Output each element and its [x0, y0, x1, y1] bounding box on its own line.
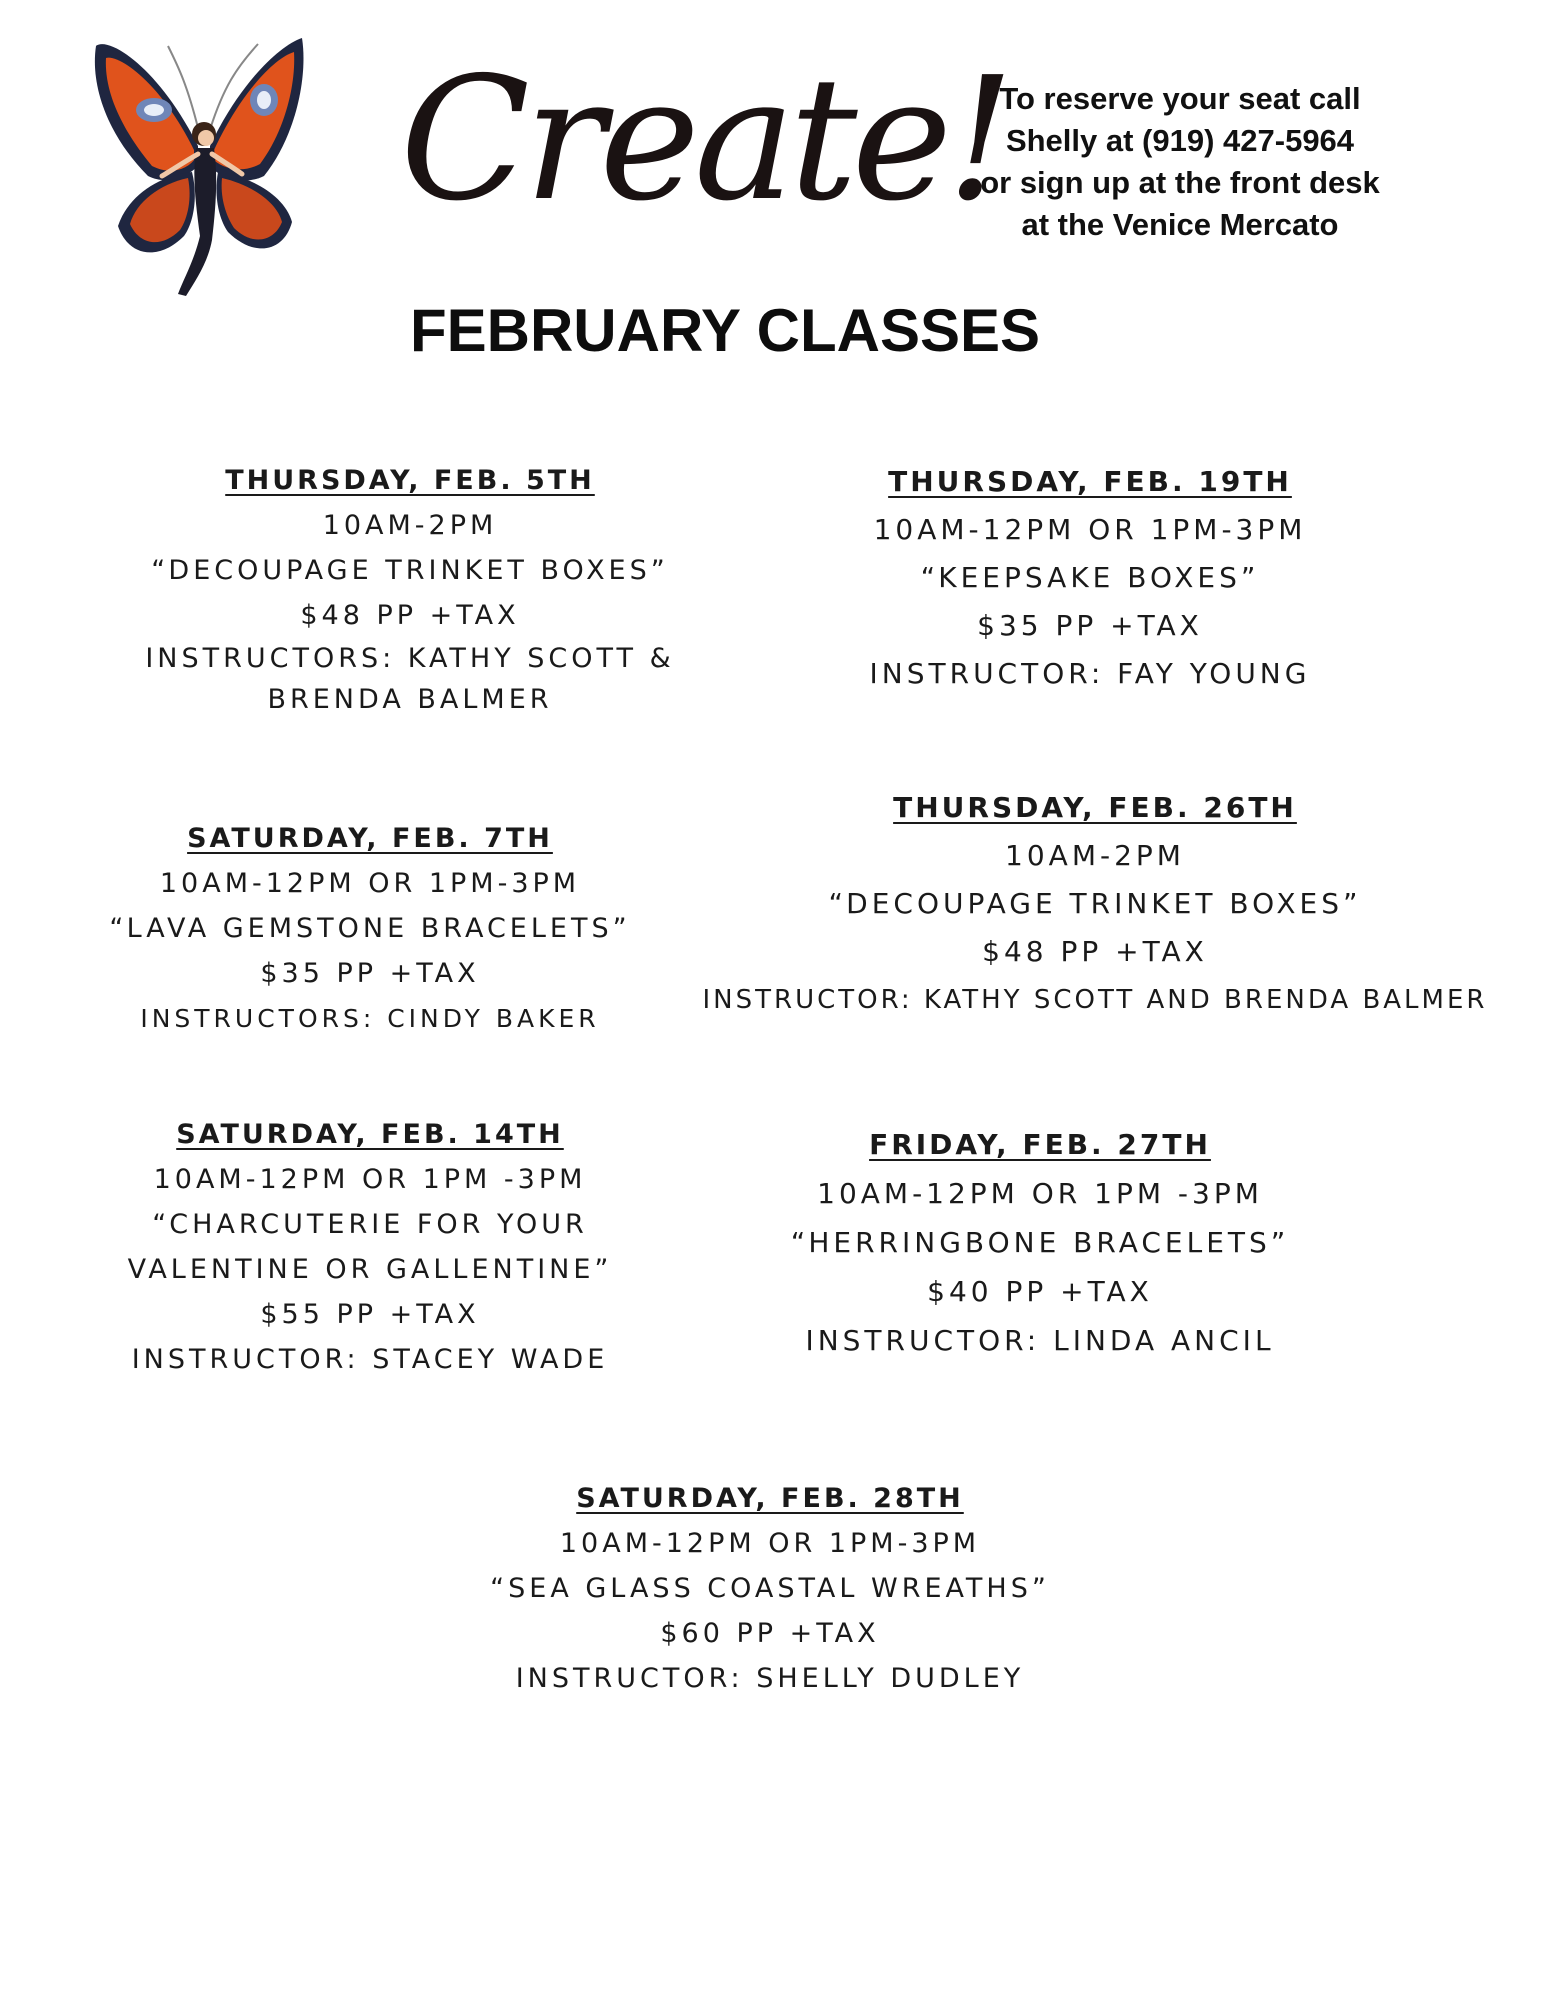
class-price: $48 PP +TAX: [300, 600, 520, 631]
class-instructor: INSTRUCTOR: STACEY WADE: [131, 1344, 609, 1375]
class-time: 10AM-12PM OR 1PM -3PM: [817, 1177, 1263, 1210]
class-time: 10AM-2PM: [1005, 839, 1185, 872]
class-block-feb-7: [90, 816, 650, 1041]
class-price: $48 PP +TAX: [982, 935, 1208, 968]
class-time: 10AM-12PM OR 1PM-3PM: [559, 1528, 981, 1559]
reservation-info: [960, 78, 1400, 246]
reserve-line-3: or sign up at the front desk: [980, 165, 1380, 200]
class-day: SATURDAY, FEB. 7TH: [187, 823, 553, 854]
page-title: FEBRUARY CLASSES: [409, 297, 1041, 364]
class-block-feb-28: [460, 1476, 1080, 1701]
class-price: $35 PP +TAX: [260, 958, 480, 989]
class-day: THURSDAY, FEB. 5TH: [225, 465, 595, 496]
class-instructor: INSTRUCTORS: CINDY BAKER: [140, 1004, 600, 1033]
reserve-line-1: To reserve your seat call: [999, 81, 1361, 116]
class-instructor: INSTRUCTORS: KATHY SCOTT & BRENDA BALMER: [145, 643, 675, 715]
class-time: 10AM-2PM: [322, 510, 498, 541]
class-time: 10AM-12PM OR 1PM -3PM: [153, 1164, 587, 1195]
class-instructor: INSTRUCTOR: LINDA ANCIL: [805, 1324, 1275, 1357]
class-time: 10AM-12PM OR 1PM-3PM: [159, 868, 581, 899]
reserve-line-2: Shelly at (919) 427-5964: [1005, 123, 1355, 158]
class-block-feb-14: [60, 1112, 680, 1382]
class-block-feb-26: [660, 784, 1530, 1024]
class-name: “DECOUPAGE TRINKET BOXES”: [151, 555, 669, 586]
class-name: “CHARCUTERIE FOR YOUR VALENTINE OR GALLENTINE”: [127, 1209, 613, 1285]
class-name: “DECOUPAGE TRINKET BOXES”: [828, 887, 1362, 920]
class-instructor: INSTRUCTOR: SHELLY DUDLEY: [515, 1663, 1025, 1694]
class-block-feb-5: [100, 458, 720, 720]
class-price: $40 PP +TAX: [927, 1275, 1153, 1308]
class-day: THURSDAY, FEB. 26TH: [893, 791, 1297, 824]
butterfly-fairy-illustration: [88, 26, 310, 298]
class-name: “KEEPSAKE BOXES”: [920, 561, 1260, 594]
class-instructor: INSTRUCTOR: FAY YOUNG: [869, 657, 1311, 690]
class-name: “HERRINGBONE BRACELETS”: [790, 1226, 1290, 1259]
class-block-feb-27: [760, 1120, 1320, 1365]
class-day: SATURDAY, FEB. 28TH: [576, 1483, 964, 1514]
reserve-line-4: at the Venice Mercato: [1021, 207, 1339, 242]
class-price: $60 PP +TAX: [660, 1618, 880, 1649]
class-time: 10AM-12PM OR 1PM-3PM: [873, 513, 1307, 546]
class-price: $55 PP +TAX: [260, 1299, 480, 1330]
class-block-feb-19: [820, 458, 1360, 698]
create-logo: Create!: [400, 41, 1009, 239]
class-day: THURSDAY, FEB. 19TH: [888, 465, 1292, 498]
class-instructor: INSTRUCTOR: KATHY SCOTT AND BRENDA BALMER: [702, 985, 1488, 1015]
class-day: FRIDAY, FEB. 27TH: [869, 1128, 1211, 1161]
class-day: SATURDAY, FEB. 14TH: [176, 1119, 564, 1150]
class-name: “SEA GLASS COASTAL WREATHS”: [490, 1573, 1050, 1604]
class-price: $35 PP +TAX: [977, 609, 1203, 642]
class-name: “LAVA GEMSTONE BRACELETS”: [109, 913, 631, 944]
